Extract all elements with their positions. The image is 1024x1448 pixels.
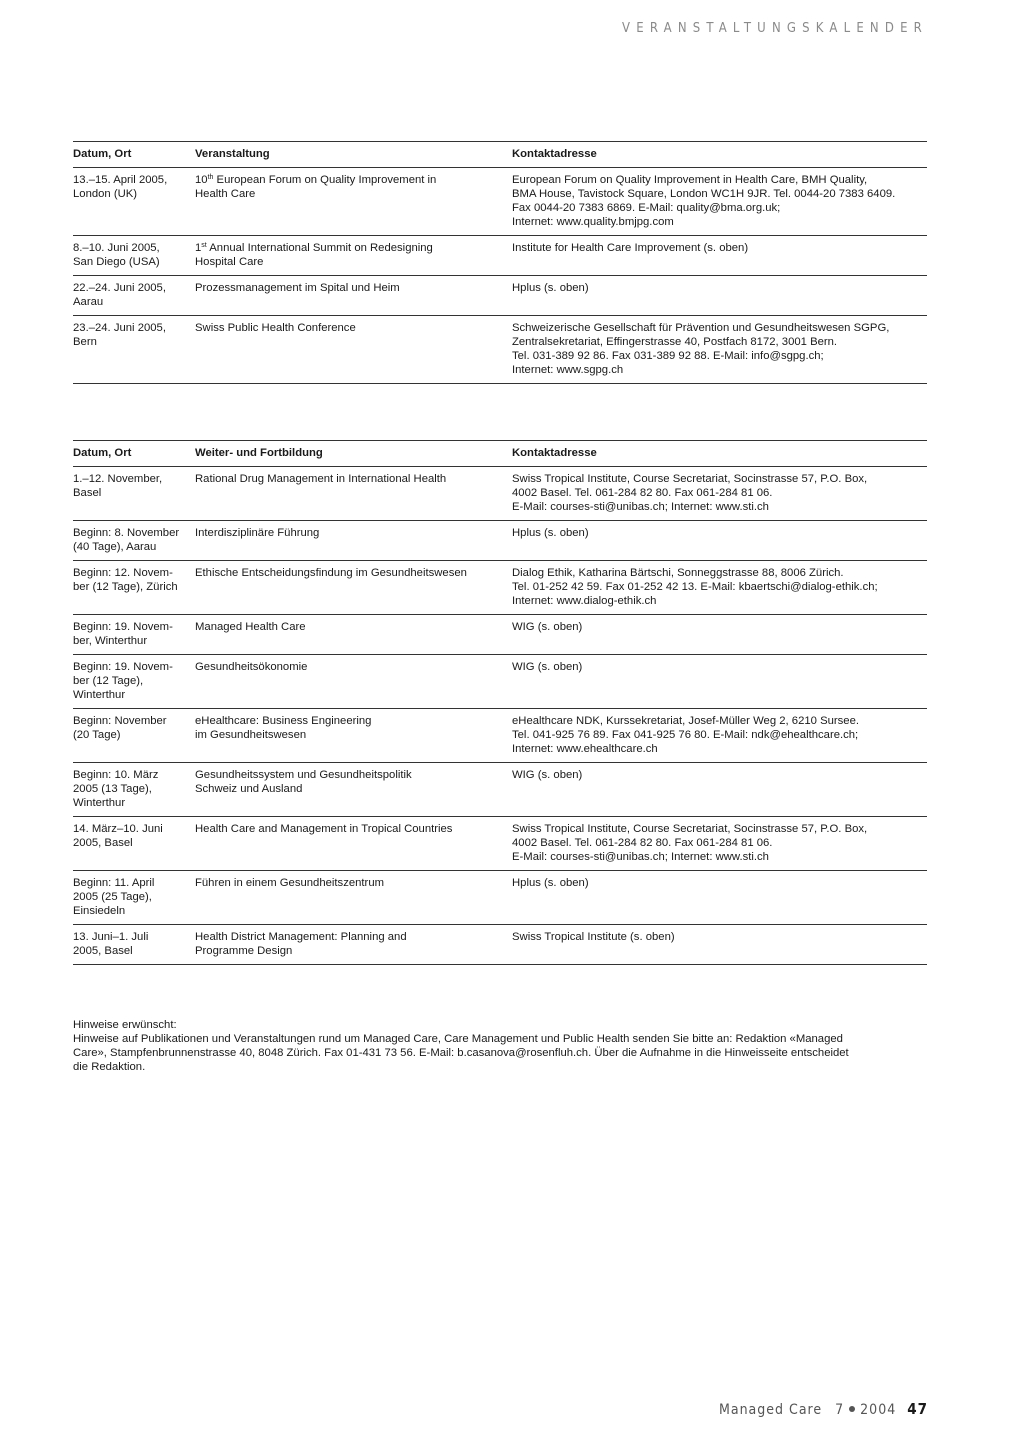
contact-line: Tel. 041-925 76 89. Fax 041-925 76 80. E-Mail: ndk@ehealthcare.ch; [512,729,859,741]
event-cell [195,467,512,520]
date-line: 2005 (25 Tage), [73,891,152,903]
contact-cell [512,168,927,235]
date-line: 2005 (13 Tage), [73,783,152,795]
event-text: Interdisziplinäre Führung [195,527,320,539]
column-header: Weiter- und Fortbildung [195,447,323,459]
event-text: European Forum on Quality Improvement in [213,174,437,186]
issue-year: 2004 [860,1402,897,1418]
table-row [73,275,927,315]
date-line: Beginn: 19. Novem- [73,621,173,633]
contact-cell [512,871,927,924]
table-header-row [73,441,927,467]
contact-cell [512,763,927,816]
contact-line: Internet: www.quality.bmjpg.com [512,216,674,228]
contact-line: Internet: www.sgpg.ch [512,364,624,376]
event-line [195,660,512,674]
training-table [73,440,927,965]
event-line [195,173,512,187]
table-row [73,235,927,275]
contact-line: Hplus (s. oben) [512,877,589,889]
date-line: Beginn: 8. November [73,527,180,539]
notes-title: Hinweise erwünscht: [73,1019,177,1031]
contact-cell [512,655,927,708]
table-row [73,816,927,870]
event-text: Gesundheitsökonomie [195,661,308,673]
event-text: im Gesundheitswesen [195,729,307,741]
issue-number: 7 [835,1402,845,1418]
date-line: Beginn: 19. Novem- [73,661,173,673]
contact-cell [512,521,927,560]
bullet-icon [849,1406,855,1412]
table-row [73,168,927,235]
contact-line: Zentralsekretariat, Effingerstrasse 40, Postfach 8172, 3001 Bern. [512,336,838,348]
event-text: Rational Drug Management in International Health [195,473,447,485]
event-text: Health District Management: Planning and [195,931,407,943]
contact-line: E-Mail: courses-sti@unibas.ch; Internet: www.sti.ch [512,851,769,863]
event-text: 1 [195,242,202,254]
column-header: Kontaktadresse [512,447,597,459]
contact-line: WIG (s. oben) [512,661,583,673]
notes-block [73,1018,933,1074]
event-cell [195,871,512,924]
date-line: Beginn: 12. Novem- [73,567,173,579]
event-cell [195,168,512,235]
event-cell [195,709,512,762]
event-cell [195,925,512,964]
contact-cell [512,925,927,964]
event-cell [195,763,512,816]
event-line [195,822,512,836]
contact-line: E-Mail: courses-sti@unibas.ch; Internet: www.sti.ch [512,501,769,513]
date-line: Beginn: November [73,715,167,727]
event-line [195,728,512,742]
contact-line: Tel. 031-389 92 86. Fax 031-389 92 88. E-Mail: info@sgpg.ch; [512,350,824,362]
event-line [195,566,512,580]
event-text: Annual International Summit on Redesigning [206,242,433,254]
event-cell [195,521,512,560]
ordinal-suffix: th [207,174,214,181]
date-line: 13. Juni–1. Juli [73,931,149,943]
event-line [195,255,512,269]
contact-cell [512,467,927,520]
date-line: 2005, Basel [73,945,133,957]
contact-line: Swiss Tropical Institute, Course Secretariat, Socinstrasse 57, P.O. Box, [512,823,868,835]
event-cell [195,236,512,275]
notes-line: Hinweise auf Publikationen und Veranstaltungen rund um Managed Care, Care Management und Public Health senden Sie bitte an: Redaktion «Managed [73,1033,843,1045]
contact-cell [512,236,927,275]
contact-line: eHealthcare NDK, Kurssekretariat, Josef-Müller Weg 2, 6210 Sursee. [512,715,860,727]
date-cell [73,316,195,383]
table-row [73,762,927,816]
contact-line: BMA House, Tavistock Square, London WC1H 9JR. Tel. 0044-20 7383 6409. [512,188,896,200]
date-cell [73,817,195,870]
notes-line: die Redaktion. [73,1061,146,1073]
event-cell [195,655,512,708]
date-cell [73,236,195,275]
date-line: Winterthur [73,797,126,809]
event-line [195,876,512,890]
event-text: Health Care and Management in Tropical Countries [195,823,453,835]
column-header: Datum, Ort [73,447,132,459]
event-text: eHealthcare: Business Engineering [195,715,372,727]
date-line: ber, Winterthur [73,635,148,647]
event-line [195,526,512,540]
contact-line: Internet: www.dialog-ethik.ch [512,595,657,607]
date-cell [73,763,195,816]
event-line [195,620,512,634]
table-row [73,708,927,762]
table-header-row [73,142,927,168]
event-line [195,944,512,958]
date-line: Aarau [73,296,104,308]
event-line [195,472,512,486]
event-cell [195,615,512,654]
event-text: Programme Design [195,945,293,957]
event-text: Swiss Public Health Conference [195,322,356,334]
page-footer [719,1402,928,1417]
date-cell [73,615,195,654]
column-header: Kontaktadresse [512,148,597,160]
date-line: (20 Tage) [73,729,121,741]
contact-line: Dialog Ethik, Katharina Bärtschi, Sonneggstrasse 88, 8006 Zürich. [512,567,844,579]
table-row [73,560,927,614]
date-line: 23.–24. Juni 2005, [73,322,166,334]
event-line [195,187,512,201]
date-cell [73,925,195,964]
date-line: 8.–10. Juni 2005, [73,242,160,254]
contact-cell [512,615,927,654]
event-text: Hospital Care [195,256,264,268]
date-line: 13.–15. April 2005, [73,174,168,186]
notes-line: Care», Stampfenbrunnenstrasse 40, 8048 Zürich. Fax 01-431 73 56. E-Mail: b.casanova@rosenfluh.ch. Über die Aufnahme in die Hinweisseite entscheidet [73,1047,849,1059]
date-cell [73,276,195,315]
date-cell [73,561,195,614]
date-line: (40 Tage), Aarau [73,541,157,553]
journal-name: Managed Care [718,1402,823,1418]
date-line: Basel [73,487,102,499]
date-line: Einsiedeln [73,905,126,917]
event-text: Führen in einem Gesundheitszentrum [195,877,385,889]
contact-cell [512,561,927,614]
table-row [73,315,927,383]
column-header: Veranstaltung [195,148,270,160]
date-line: 1.–12. November, [73,473,163,485]
table-row [73,870,927,924]
contact-line: Internet: www.ehealthcare.ch [512,743,658,755]
contact-line: Fax 0044-20 7383 6869. E-Mail: quality@bma.org.uk; [512,202,781,214]
date-line: ber (12 Tage), [73,675,144,687]
date-line: Winterthur [73,689,126,701]
event-line [195,281,512,295]
ordinal-suffix: st [201,242,207,249]
event-cell [195,276,512,315]
date-cell [73,467,195,520]
contact-line: Hplus (s. oben) [512,527,589,539]
event-text: Gesundheitssystem und Gesundheitspolitik [195,769,412,781]
section-header: VERANSTALTUNGSKALENDER [622,21,928,36]
date-line: Beginn: 11. April [73,877,155,889]
contact-line: Tel. 01-252 42 59. Fax 01-252 42 13. E-Mail: kbaertschi@dialog-ethik.ch; [512,581,878,593]
date-line: 2005, Basel [73,837,133,849]
column-header: Datum, Ort [73,148,132,160]
date-cell [73,521,195,560]
contact-line: Swiss Tropical Institute, Course Secretariat, Socinstrasse 57, P.O. Box, [512,473,868,485]
date-line: London (UK) [73,188,138,200]
table-row [73,467,927,520]
date-line: 14. März–10. Juni [73,823,163,835]
table-row [73,520,927,560]
event-line [195,714,512,728]
event-cell [195,561,512,614]
contact-cell [512,276,927,315]
event-text: Health Care [195,188,256,200]
event-text: 10 [195,174,208,186]
event-line [195,241,512,255]
contact-line: Swiss Tropical Institute (s. oben) [512,931,675,943]
event-text: Ethische Entscheidungsfindung im Gesundheitswesen [195,567,467,579]
contact-line: Institute for Health Care Improvement (s. oben) [512,242,749,254]
events-table [73,141,927,384]
contact-line: 4002 Basel. Tel. 061-284 82 80. Fax 061-284 81 06. [512,837,773,849]
date-cell [73,655,195,708]
table-row [73,614,927,654]
contact-line: WIG (s. oben) [512,769,583,781]
contact-line: Hplus (s. oben) [512,282,589,294]
date-line: ber (12 Tage), Zürich [73,581,178,593]
event-line [195,321,512,335]
table-row [73,924,927,964]
contact-cell [512,817,927,870]
event-line [195,782,512,796]
date-line: Bern [73,336,97,348]
page-number: 47 [907,1400,928,1418]
event-text: Schweiz und Ausland [195,783,303,795]
date-line: Beginn: 10. März [73,769,159,781]
contact-cell [512,316,927,383]
contact-line: European Forum on Quality Improvement in Health Care, BMH Quality, [512,174,868,186]
table-row [73,654,927,708]
date-cell [73,871,195,924]
event-line [195,768,512,782]
contact-line: 4002 Basel. Tel. 061-284 82 80. Fax 061-284 81 06. [512,487,773,499]
event-text: Prozessmanagement im Spital und Heim [195,282,400,294]
event-cell [195,817,512,870]
contact-line: WIG (s. oben) [512,621,583,633]
date-line: San Diego (USA) [73,256,160,268]
event-text: Managed Health Care [195,621,306,633]
event-cell [195,316,512,383]
date-line: 22.–24. Juni 2005, [73,282,166,294]
contact-line: Schweizerische Gesellschaft für Prävention und Gesundheitswesen SGPG, [512,322,890,334]
date-cell [73,168,195,235]
event-line [195,930,512,944]
date-cell [73,709,195,762]
contact-cell [512,709,927,762]
